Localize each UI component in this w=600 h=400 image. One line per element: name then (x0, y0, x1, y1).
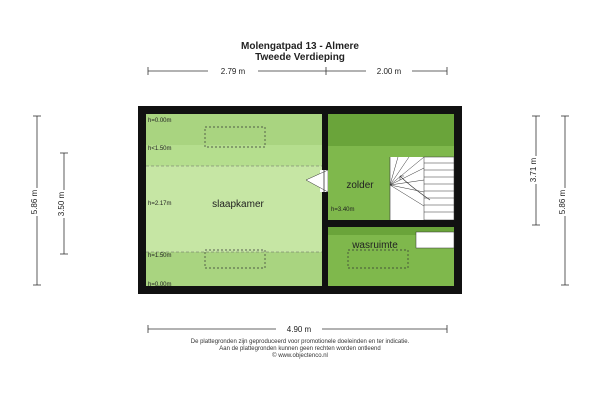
dimension-bottom (148, 323, 447, 334)
copyright-line: © www.objectenco.nl (272, 353, 328, 359)
height-label-1: h=0.00m (148, 118, 172, 124)
dimension-top (148, 65, 447, 76)
height-label-3: h=2.17m (148, 201, 172, 207)
dimension-left-inner (57, 153, 70, 254)
internal-wall (322, 220, 454, 227)
height-label-6: h=3.40m (331, 207, 355, 213)
plan-subtitle: Tweede Verdieping (255, 52, 345, 63)
utility-unit (416, 232, 454, 248)
room-slaapkamer (146, 114, 322, 288)
height-label-5: h=0.00m (148, 282, 172, 288)
dimension-label-right-inner: 3.71 m (529, 157, 538, 183)
disclaimer-line-1: De plattegronden zijn geproduceerd voor promotionele doeleinden en ter indicatie. (190, 339, 410, 345)
room-label-slaapkamer: slaapkamer (212, 199, 264, 210)
dimension-label-top-left: 2.79 m (220, 67, 246, 76)
dimension-label-right-outer: 5.86 m (558, 189, 567, 215)
height-label-2: h<1.50m (148, 146, 172, 152)
plan-title: Molengatpad 13 - Almere (241, 41, 359, 52)
dimension-right-inner (529, 116, 542, 225)
dimension-label-top-right: 2.00 m (376, 67, 402, 76)
dimension-label-bottom: 4.90 m (286, 325, 312, 334)
dimension-right-outer (558, 116, 571, 285)
room-label-wasruimte: wasruimte (352, 240, 398, 251)
staircase (390, 157, 454, 220)
internal-wall-lower (322, 192, 328, 286)
room-label-zolder: zolder (346, 180, 374, 191)
height-label-4: h=1.50m (148, 253, 172, 259)
internal-wall-upper (322, 114, 328, 170)
dimension-label-left-outer: 5.86 m (30, 189, 39, 215)
disclaimer-line-2: Aan de plattegronden kunnen geen rechten worden ontleend (219, 346, 381, 352)
room-wasruimte (328, 227, 454, 286)
dimension-label-left-inner: 3.50 m (57, 191, 66, 217)
room-zolder (328, 114, 454, 220)
dimension-left-outer (30, 116, 43, 285)
